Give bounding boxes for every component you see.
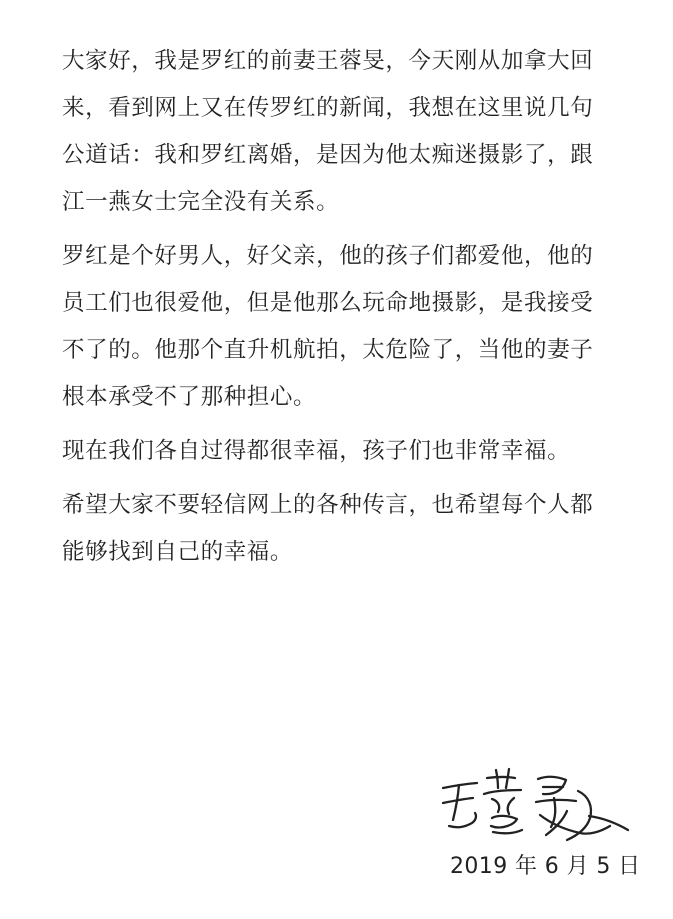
text-line: 现在我们各自过得都很幸福，孩子们也非常幸福。: [62, 438, 571, 464]
letter-date: 2019 年 6 月 5 日: [450, 854, 641, 879]
letter-body: [62, 38, 642, 583]
text-line: 根本承受不了那种担心。: [62, 384, 317, 410]
text-line: 不了的。他那个直升机航拍，太危险了，当他的妻子: [62, 337, 594, 363]
paragraph-3: [62, 428, 642, 475]
text-line: 罗红是个好男人，好父亲，他的孩子们都爱他，他的: [62, 243, 594, 269]
text-line: 江一燕女士完全没有关系。: [62, 189, 340, 215]
handwritten-signature: [435, 760, 645, 850]
text-line: 来，看到网上又在传罗红的新闻，我想在这里说几句: [62, 95, 594, 121]
text-line: 大家好，我是罗红的前妻王蓉旻，今天刚从加拿大回: [62, 48, 594, 74]
text-line: 公道话：我和罗红离婚，是因为他太痴迷摄影了，跟: [62, 142, 594, 168]
paragraph-4: [62, 482, 642, 576]
paragraph-1: [62, 38, 642, 226]
paragraph-2: [62, 233, 642, 421]
text-line: 希望大家不要轻信网上的各种传言，也希望每个人都: [62, 492, 594, 518]
text-line: 能够找到自己的幸福。: [62, 539, 294, 565]
text-line: 员工们也很爱他，但是他那么玩命地摄影，是我接受: [62, 290, 594, 316]
